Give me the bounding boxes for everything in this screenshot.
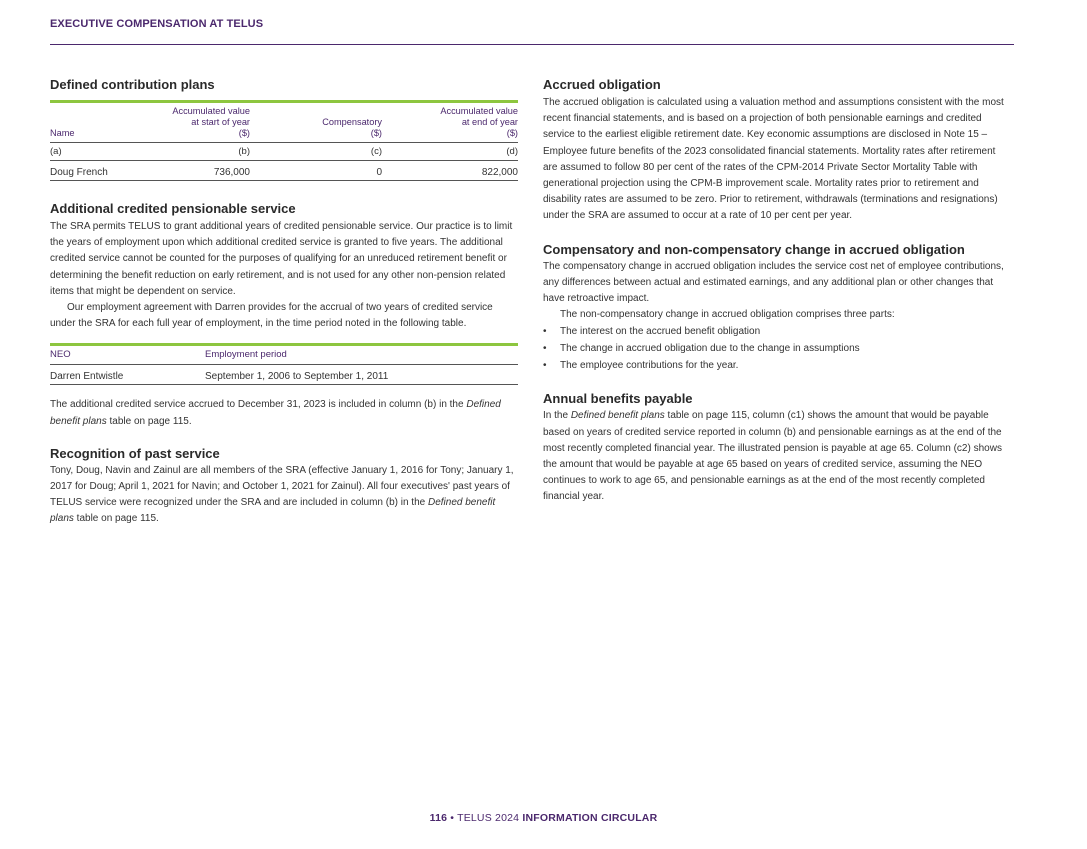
rps-title: Recognition of past service (50, 445, 220, 461)
dc-letter-a: (a) (50, 143, 150, 161)
list-item: • The change in accrued obligation due to the change in assumptions (543, 340, 1010, 357)
dc-cell-comp: 0 (250, 161, 382, 181)
neo-table (50, 346, 518, 385)
right-column (543, 76, 1010, 506)
cnc-bullet-list (543, 323, 1010, 374)
dc-cell-start: 736,000 (150, 161, 250, 181)
dc-letter-d: (d) (382, 143, 518, 161)
rps-paragraph: Tony, Doug, Navin and Zainul are all members of the SRA (effective January 1, 2016 for Tony; January 1, 2017 for Doug; April 1, 2021 for Navin; and October 1, 2021 for Zainul). All four executives' past years of TELUS service were recognized under the SRA and are included in column (b) in the Defined benefit plans table on page 115. (50, 464, 514, 525)
dc-letter-c: (c) (250, 143, 382, 161)
footer-company: TELUS 2024 (457, 812, 523, 824)
list-item: • The interest on the accrued benefit obligation (543, 323, 1010, 340)
ao-title: Accrued obligation (543, 77, 661, 92)
table-row (50, 161, 518, 181)
dc-cell-name: Doug French (50, 161, 150, 181)
dc-cell-end: 822,000 (382, 161, 518, 181)
dc-header-end: Accumulated value at end of year ($) (382, 103, 518, 143)
footer-doc-title: INFORMATION CIRCULAR (522, 812, 658, 824)
list-item: • The employee contributions for the year. (543, 357, 1010, 374)
acps-title: Additional credited pensionable service (50, 201, 296, 216)
ao-paragraph: The accrued obligation is calculated using a valuation method and assumptions consistent with the most recent financial statements, and is based on a projection of both pensionable earnings and credited service to the earliest eligible retirement date. Key economic assumptions are disclosed in Note 15 – Employee future benefits of the 2023 consolidated financial statements. Mortality rates after retirement are assumed to follow 80 per cent of the rates of the CPM-2014 Private Sector Mortality Table with generational projection using the CPM-B improvement scale. Mortality rates prior to retirement and disability rates are assumed to be zero. Prior to retirement, withdrawals (terminations and resignations) under the SRA are assumed to occur at a rate of 10 per cent per year. (543, 97, 1004, 222)
acps-paragraph-2: Our employment agreement with Darren provides for the accrual of two years of credited service under the SRA for each full year of employment, in the time period noted in the following table. (50, 302, 493, 330)
neo-cell-period: September 1, 2006 to September 1, 2011 (205, 365, 518, 385)
abp-title: Annual benefits payable (543, 391, 693, 407)
dc-header-start: Accumulated value at start of year ($) (150, 103, 250, 143)
dc-letter-b: (b) (150, 143, 250, 161)
acps-paragraph-1: The SRA permits TELUS to grant additional years of credited pensionable service. Our practice is to limit the years of employment upon which additional credited service is granted to five years. The additional credited service cannot be counted for the purposes of qualifying for an unreduced retirement benefit or determining the benefit reduction on early retirement, and is not used for any other non-pension related items that might be dependent on service. (50, 221, 513, 297)
page-header: EXECUTIVE COMPENSATION AT TELUS (50, 18, 264, 30)
acps-paragraph-3: The additional credited service accrued to December 31, 2023 is included in column (b) in the Defined benefit plans table on page 115. (50, 399, 501, 427)
neo-header-neo: NEO (50, 346, 205, 365)
cnc-title: Compensatory and non-compensatory change in accrued obligation (543, 241, 965, 257)
table-row (50, 365, 518, 385)
dc-title: Defined contribution plans (50, 77, 215, 92)
page-footer (0, 812, 1087, 824)
neo-cell-name: Darren Entwistle (50, 365, 205, 385)
neo-header-period: Employment period (205, 346, 518, 365)
dc-header-name: Name (50, 103, 150, 143)
header-rule (50, 44, 1014, 45)
cnc-paragraph-2: The non-compensatory change in accrued obligation comprises three parts: (560, 309, 895, 321)
dc-header-comp: Compensatory ($) (250, 103, 382, 143)
abp-paragraph: In the Defined benefit plans table on page 115, column (c1) shows the amount that would be payable based on years of credited service reported in column (b) and pensionable earnings as at the end of the most recently completed financial year. The illustrated pension is payable at age 65. Column (c2) shows the amount that would be payable at age 65 based on years of credited service, assuming the NEO continues to work to age 65, and pensionable earnings as at the end of the most recently completed financial year. (543, 410, 1002, 503)
left-column (50, 76, 518, 528)
page-number: 116 (429, 812, 448, 824)
dc-table (50, 103, 518, 181)
cnc-paragraph-1: The compensatory change in accrued obligation includes the service cost net of employee contributions, any differences between actual and estimated earnings, and any additional plan or other changes that have retroactive impact. (543, 260, 1004, 305)
footer-separator: • (447, 812, 458, 824)
